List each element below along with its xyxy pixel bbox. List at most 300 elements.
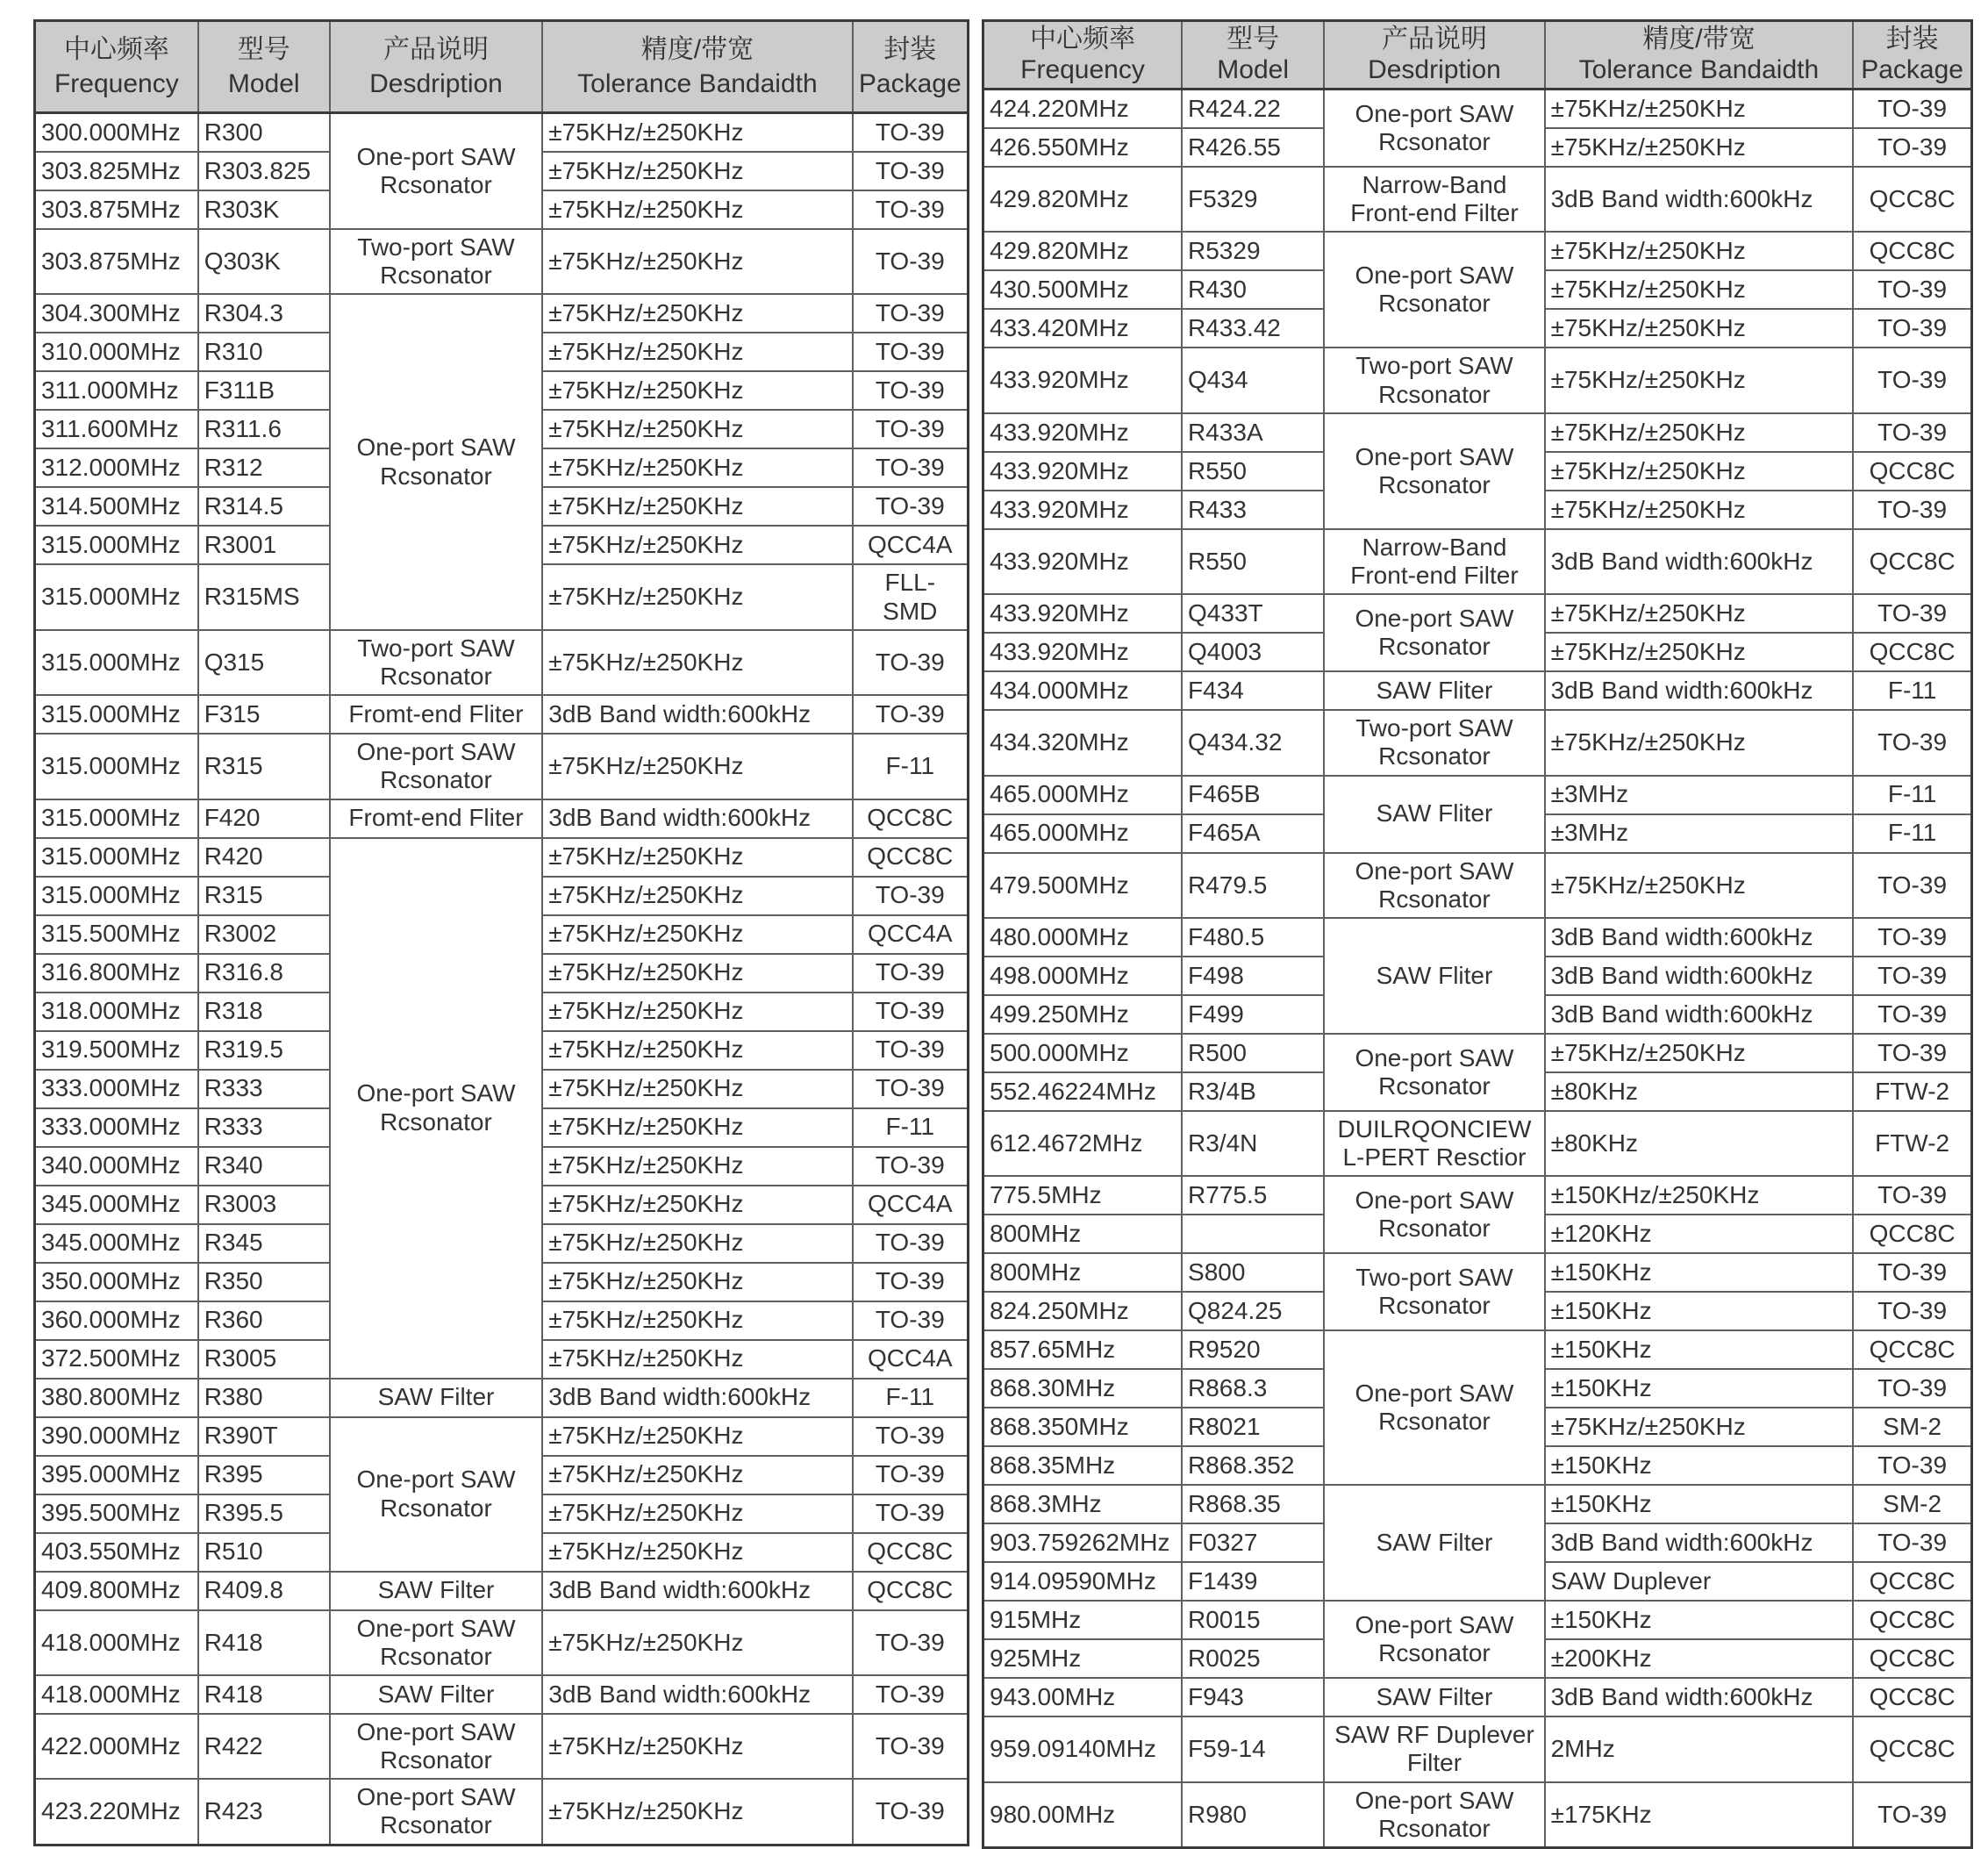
cell-tolerance: ±75KHz/±250KHz — [542, 229, 852, 294]
table-row — [983, 167, 1972, 232]
cell-frequency: 311.600MHz — [35, 410, 198, 448]
cell-tolerance: ±75KHz/±250KHz — [1545, 710, 1854, 775]
cell-model: R333 — [198, 1108, 330, 1147]
cell-frequency: 775.5MHz — [983, 1176, 1183, 1215]
cell-frequency: 403.550MHz — [35, 1533, 198, 1572]
cell-frequency: 423.220MHz — [35, 1779, 198, 1845]
cell-tolerance: ±150KHz/±250KHz — [1545, 1176, 1854, 1215]
cell-tolerance: ±75KHz/±250KHz — [1545, 232, 1854, 270]
cell-tolerance: ±200KHz — [1545, 1639, 1854, 1678]
cell-tolerance: 3dB Band width:600kHz — [542, 695, 852, 734]
col-header-model: 型号 Model — [1182, 21, 1324, 90]
cell-package: TO-39 — [853, 448, 969, 487]
cell-package: QCC8C — [1853, 167, 1971, 232]
cell-model: F434 — [1182, 671, 1324, 710]
header-row — [35, 21, 969, 113]
cell-frequency: 304.300MHz — [35, 294, 198, 333]
cell-tolerance: ±75KHz/±250KHz — [1545, 413, 1854, 452]
table-row — [35, 630, 969, 695]
cell-model: R433A — [1182, 413, 1324, 452]
cell-model: R380 — [198, 1379, 330, 1417]
cell-package: TO-39 — [853, 1417, 969, 1456]
cell-frequency: 868.30MHz — [983, 1369, 1183, 1408]
cell-tolerance: ±80KHz — [1545, 1072, 1854, 1111]
table-row — [983, 1111, 1972, 1176]
cell-tolerance: ±75KHz/±250KHz — [542, 1494, 852, 1533]
cell-model: R0015 — [1182, 1601, 1324, 1639]
table-row — [35, 294, 969, 333]
cell-tolerance: ±75KHz/±250KHz — [542, 113, 852, 153]
cell-frequency: 433.920MHz — [983, 452, 1183, 491]
cell-model: F499 — [1182, 995, 1324, 1034]
cell-package: TO-39 — [1853, 995, 1971, 1034]
table-row — [983, 232, 1972, 270]
col-header-package: 封装 Package — [1853, 21, 1971, 90]
cell-package: TO-39 — [853, 954, 969, 993]
cell-frequency: 315.000MHz — [35, 877, 198, 915]
cell-model: R314.5 — [198, 487, 330, 526]
cell-tolerance: ±75KHz/±250KHz — [542, 993, 852, 1031]
cell-tolerance: ±75KHz/±250KHz — [542, 190, 852, 229]
cell-frequency: 426.550MHz — [983, 128, 1183, 167]
cell-tolerance: 3dB Band width:600kHz — [542, 1675, 852, 1714]
cell-model: R333 — [198, 1070, 330, 1108]
cell-tolerance: ±75KHz/±250KHz — [1545, 452, 1854, 491]
table-row — [983, 776, 1972, 814]
table-row — [983, 1678, 1972, 1716]
cell-tolerance: ±75KHz/±250KHz — [542, 526, 852, 564]
cell-frequency: 395.000MHz — [35, 1456, 198, 1494]
cell-frequency: 824.250MHz — [983, 1292, 1183, 1330]
cell-model: R422 — [198, 1714, 330, 1779]
cell-frequency: 360.000MHz — [35, 1301, 198, 1340]
cell-package: TO-39 — [853, 695, 969, 734]
cell-description: Two-port SAW Rcsonator — [330, 229, 543, 294]
cell-tolerance: ±150KHz — [1545, 1485, 1854, 1523]
cell-description: One-port SAW Rcsonator — [1324, 1782, 1544, 1848]
table-row — [983, 918, 1972, 957]
cell-model: R430 — [1182, 270, 1324, 309]
cell-package: QCC8C — [1853, 452, 1971, 491]
cell-package: TO-39 — [853, 1147, 969, 1186]
cell-tolerance: SAW Duplever — [1545, 1562, 1854, 1601]
cell-description: One-port SAW Rcsonator — [330, 113, 543, 230]
cell-tolerance: ±75KHz/±250KHz — [542, 1610, 852, 1675]
cell-model: R868.3 — [1182, 1369, 1324, 1408]
header-row — [983, 21, 1972, 90]
cell-tolerance: ±75KHz/±250KHz — [542, 448, 852, 487]
cell-tolerance: ±75KHz/±250KHz — [542, 1186, 852, 1224]
cell-frequency: 314.500MHz — [35, 487, 198, 526]
cell-package: QCC8C — [853, 799, 969, 838]
cell-model: Q434 — [1182, 348, 1324, 412]
cell-model: R303.825 — [198, 152, 330, 190]
cell-description: Fromt-end Fliter — [330, 799, 543, 838]
cell-model: Q303K — [198, 229, 330, 294]
cell-tolerance: ±75KHz/±250KHz — [542, 564, 852, 629]
cell-description: One-port SAW Rcsonator — [330, 1714, 543, 1779]
cell-package: TO-39 — [1853, 1446, 1971, 1485]
cell-description: One-port SAW Rcsonator — [1324, 594, 1544, 671]
table-row — [983, 413, 1972, 452]
cell-tolerance: 3dB Band width:600kHz — [542, 1572, 852, 1610]
cell-package: F-11 — [1853, 814, 1971, 853]
cell-tolerance: ±75KHz/±250KHz — [1545, 1034, 1854, 1072]
cell-package: TO-39 — [1853, 128, 1971, 167]
cell-package: TO-39 — [1853, 90, 1971, 129]
cell-model: R3/4B — [1182, 1072, 1324, 1111]
cell-frequency: 311.000MHz — [35, 371, 198, 410]
cell-tolerance: ±75KHz/±250KHz — [542, 1340, 852, 1379]
cell-package: TO-39 — [1853, 348, 1971, 412]
cell-package: QCC4A — [853, 1340, 969, 1379]
table-row — [983, 1716, 1972, 1781]
cell-tolerance: ±150KHz — [1545, 1601, 1854, 1639]
cell-frequency: 465.000MHz — [983, 814, 1183, 853]
cell-model: S800 — [1182, 1253, 1324, 1292]
cell-package: TO-39 — [1853, 1253, 1971, 1292]
cell-package: TO-39 — [853, 1224, 969, 1263]
cell-frequency: 340.000MHz — [35, 1147, 198, 1186]
cell-tolerance: ±175KHz — [1545, 1782, 1854, 1848]
cell-tolerance: ±75KHz/±250KHz — [1545, 128, 1854, 167]
col-header-description: 产品说明 Desdription — [330, 21, 543, 113]
col-header-frequency: 中心频率 Frequency — [983, 21, 1183, 90]
cell-package: TO-39 — [853, 294, 969, 333]
cell-frequency: 315.000MHz — [35, 564, 198, 629]
cell-description: Two-port SAW Rcsonator — [1324, 1253, 1544, 1330]
cell-model: F420 — [198, 799, 330, 838]
cell-package: F-11 — [853, 734, 969, 799]
cell-frequency: 868.350MHz — [983, 1408, 1183, 1446]
cell-model: R433.42 — [1182, 309, 1324, 348]
cell-tolerance: ±75KHz/±250KHz — [1545, 309, 1854, 348]
table-row — [35, 838, 969, 877]
cell-model: R300 — [198, 113, 330, 153]
cell-frequency: 315.000MHz — [35, 526, 198, 564]
cell-package: QCC8C — [1853, 1601, 1971, 1639]
table-row — [983, 710, 1972, 775]
cell-tolerance: 3dB Band width:600kHz — [1545, 918, 1854, 957]
cell-model: R423 — [198, 1779, 330, 1845]
cell-frequency: 316.800MHz — [35, 954, 198, 993]
cell-package: TO-39 — [853, 333, 969, 371]
table-row — [35, 1417, 969, 1456]
cell-model: R409.8 — [198, 1572, 330, 1610]
cell-description: One-port SAW Rcsonator — [1324, 1330, 1544, 1485]
cell-tolerance: ±75KHz/±250KHz — [542, 333, 852, 371]
cell-package: TO-39 — [853, 1263, 969, 1301]
cell-description: SAW RF Duplever Filter — [1324, 1716, 1544, 1781]
col-header-description: 产品说明 Desdription — [1324, 21, 1544, 90]
cell-model: F465A — [1182, 814, 1324, 853]
cell-model: F0327 — [1182, 1523, 1324, 1562]
cell-frequency: 433.920MHz — [983, 413, 1183, 452]
cell-package: FLL-SMD — [853, 564, 969, 629]
cell-description: SAW Filter — [330, 1675, 543, 1714]
cell-model: R395.5 — [198, 1494, 330, 1533]
cell-model: Q824.25 — [1182, 1292, 1324, 1330]
cell-description: SAW Filter — [1324, 1485, 1544, 1601]
cell-frequency: 868.3MHz — [983, 1485, 1183, 1523]
cell-frequency: 612.4672MHz — [983, 1111, 1183, 1176]
cell-tolerance: 3dB Band width:600kHz — [1545, 167, 1854, 232]
cell-package: F-11 — [853, 1379, 969, 1417]
cell-frequency: 315.500MHz — [35, 915, 198, 954]
cell-frequency: 333.000MHz — [35, 1070, 198, 1108]
cell-tolerance: ±120KHz — [1545, 1215, 1854, 1253]
cell-package: FTW-2 — [1853, 1072, 1971, 1111]
cell-package: QCC4A — [853, 1186, 969, 1224]
cell-frequency: 300.000MHz — [35, 113, 198, 153]
saw-products-table-left — [33, 19, 969, 1846]
cell-package: QCC8C — [1853, 633, 1971, 671]
table-row — [35, 1379, 969, 1417]
cell-tolerance: 3dB Band width:600kHz — [1545, 1678, 1854, 1716]
cell-frequency: 315.000MHz — [35, 695, 198, 734]
cell-model: F59-14 — [1182, 1716, 1324, 1781]
cell-tolerance: ±150KHz — [1545, 1446, 1854, 1485]
cell-description: DUILRQONCIEW L-PERT Resctior — [1324, 1111, 1544, 1176]
cell-description: One-port SAW Rcsonator — [1324, 90, 1544, 168]
table-row — [35, 799, 969, 838]
cell-description: SAW Filter — [330, 1572, 543, 1610]
cell-frequency: 350.000MHz — [35, 1263, 198, 1301]
cell-tolerance: ±75KHz/±250KHz — [542, 294, 852, 333]
cell-model: R395 — [198, 1456, 330, 1494]
cell-tolerance: ±75KHz/±250KHz — [1545, 270, 1854, 309]
cell-package: F-11 — [1853, 671, 1971, 710]
cell-frequency: 303.875MHz — [35, 190, 198, 229]
cell-model: R319.5 — [198, 1031, 330, 1070]
cell-frequency: 915MHz — [983, 1601, 1183, 1639]
cell-package: TO-39 — [853, 190, 969, 229]
cell-description: Two-port SAW Rcsonator — [1324, 348, 1544, 412]
cell-frequency: 433.920MHz — [983, 594, 1183, 633]
cell-frequency: 429.820MHz — [983, 232, 1183, 270]
cell-tolerance: ±75KHz/±250KHz — [542, 838, 852, 877]
cell-package: QCC8C — [1853, 1330, 1971, 1369]
cell-package: SM-2 — [1853, 1408, 1971, 1446]
cell-model: Q4003 — [1182, 633, 1324, 671]
cell-model: R775.5 — [1182, 1176, 1324, 1215]
cell-tolerance: 3dB Band width:600kHz — [1545, 957, 1854, 995]
table-row — [983, 90, 1972, 129]
cell-description: One-port SAW Rcsonator — [1324, 1601, 1544, 1678]
cell-model: R316.8 — [198, 954, 330, 993]
cell-model: R479.5 — [1182, 853, 1324, 918]
cell-package: TO-39 — [1853, 710, 1971, 775]
cell-package: QCC8C — [1853, 1215, 1971, 1253]
table-row — [983, 853, 1972, 918]
cell-tolerance: 2MHz — [1545, 1716, 1854, 1781]
cell-model: R350 — [198, 1263, 330, 1301]
cell-model: R433 — [1182, 491, 1324, 529]
cell-tolerance: ±75KHz/±250KHz — [542, 1779, 852, 1845]
cell-package: TO-39 — [853, 1031, 969, 1070]
cell-frequency: 318.000MHz — [35, 993, 198, 1031]
cell-tolerance: ±75KHz/±250KHz — [1545, 1408, 1854, 1446]
cell-frequency: 959.09140MHz — [983, 1716, 1183, 1781]
cell-tolerance: ±75KHz/±250KHz — [1545, 853, 1854, 918]
cell-tolerance: ±75KHz/±250KHz — [542, 487, 852, 526]
cell-tolerance: ±75KHz/±250KHz — [542, 1417, 852, 1456]
cell-frequency: 310.000MHz — [35, 333, 198, 371]
cell-tolerance: ±75KHz/±250KHz — [542, 1147, 852, 1186]
table-row — [983, 1034, 1972, 1072]
cell-frequency: 434.000MHz — [983, 671, 1183, 710]
cell-model: Q434.32 — [1182, 710, 1324, 775]
cell-model: F5329 — [1182, 167, 1324, 232]
cell-package: TO-39 — [853, 1675, 969, 1714]
cell-description: One-port SAW Rcsonator — [330, 1779, 543, 1845]
cell-package: QCC8C — [853, 1533, 969, 1572]
cell-package: TO-39 — [853, 993, 969, 1031]
table-row — [983, 1782, 1972, 1848]
cell-package: QCC8C — [1853, 529, 1971, 594]
cell-model: R0025 — [1182, 1639, 1324, 1678]
cell-package: TO-39 — [853, 877, 969, 915]
cell-model: R304.3 — [198, 294, 330, 333]
saw-products-table-right — [982, 19, 1973, 1849]
cell-model — [1182, 1215, 1324, 1253]
cell-tolerance: ±75KHz/±250KHz — [542, 915, 852, 954]
cell-model: R315 — [198, 877, 330, 915]
cell-frequency: 345.000MHz — [35, 1186, 198, 1224]
table-row — [983, 671, 1972, 710]
cell-model: R500 — [1182, 1034, 1324, 1072]
cell-package: F-11 — [1853, 776, 1971, 814]
cell-frequency: 380.800MHz — [35, 1379, 198, 1417]
cell-package: QCC8C — [853, 838, 969, 877]
cell-model: R418 — [198, 1675, 330, 1714]
cell-model: R318 — [198, 993, 330, 1031]
cell-tolerance: ±3MHz — [1545, 814, 1854, 853]
cell-tolerance: 3dB Band width:600kHz — [542, 799, 852, 838]
cell-package: TO-39 — [1853, 491, 1971, 529]
cell-frequency: 552.46224MHz — [983, 1072, 1183, 1111]
cell-frequency: 980.00MHz — [983, 1782, 1183, 1848]
cell-tolerance: ±75KHz/±250KHz — [542, 1108, 852, 1147]
table-row — [983, 348, 1972, 412]
cell-frequency: 800MHz — [983, 1215, 1183, 1253]
cell-package: QCC4A — [853, 526, 969, 564]
cell-description: SAW Fliter — [1324, 776, 1544, 853]
cell-package: TO-39 — [853, 152, 969, 190]
cell-package: QCC4A — [853, 915, 969, 954]
cell-description: SAW Fliter — [1324, 671, 1544, 710]
cell-description: One-port SAW Rcsonator — [1324, 413, 1544, 529]
table-row — [983, 529, 1972, 594]
table-row — [35, 1714, 969, 1779]
cell-description: SAW Filter — [330, 1379, 543, 1417]
cell-package: TO-39 — [853, 1456, 969, 1494]
col-header-package: 封装 Package — [853, 21, 969, 113]
cell-description: SAW Fliter — [1324, 918, 1544, 1034]
cell-package: SM-2 — [1853, 1485, 1971, 1523]
cell-package: TO-39 — [1853, 1034, 1971, 1072]
table-body — [983, 90, 1972, 1848]
cell-package: TO-39 — [1853, 309, 1971, 348]
cell-description: SAW Filter — [1324, 1678, 1544, 1716]
table-body — [35, 113, 969, 1845]
cell-package: TO-39 — [1853, 1523, 1971, 1562]
table-row — [983, 1176, 1972, 1215]
cell-model: R345 — [198, 1224, 330, 1263]
cell-frequency: 498.000MHz — [983, 957, 1183, 995]
cell-frequency: 479.500MHz — [983, 853, 1183, 918]
cell-frequency: 433.920MHz — [983, 348, 1183, 412]
cell-model: F1439 — [1182, 1562, 1324, 1601]
cell-tolerance: ±3MHz — [1545, 776, 1854, 814]
cell-package: TO-39 — [1853, 1176, 1971, 1215]
cell-description: Narrow-Band Front-end Filter — [1324, 529, 1544, 594]
cell-tolerance: 3dB Band width:600kHz — [1545, 1523, 1854, 1562]
cell-tolerance: ±150KHz — [1545, 1253, 1854, 1292]
cell-frequency: 418.000MHz — [35, 1610, 198, 1675]
cell-frequency: 409.800MHz — [35, 1572, 198, 1610]
cell-tolerance: ±75KHz/±250KHz — [542, 371, 852, 410]
cell-package: TO-39 — [853, 630, 969, 695]
cell-package: QCC8C — [1853, 1639, 1971, 1678]
cell-model: R5329 — [1182, 232, 1324, 270]
table-row — [983, 594, 1972, 633]
cell-package: QCC8C — [1853, 1678, 1971, 1716]
cell-package: TO-39 — [853, 487, 969, 526]
cell-frequency: 465.000MHz — [983, 776, 1183, 814]
cell-description: Two-port SAW Rcsonator — [1324, 710, 1544, 775]
cell-model: R303K — [198, 190, 330, 229]
cell-description: Narrow-Band Front-end Filter — [1324, 167, 1544, 232]
cell-package: TO-39 — [853, 1779, 969, 1845]
table-row — [983, 1485, 1972, 1523]
table-row — [35, 1610, 969, 1675]
cell-package: TO-39 — [1853, 957, 1971, 995]
cell-frequency: 395.500MHz — [35, 1494, 198, 1533]
cell-model: R3003 — [198, 1186, 330, 1224]
cell-model: Q433T — [1182, 594, 1324, 633]
cell-frequency: 914.09590MHz — [983, 1562, 1183, 1601]
cell-frequency: 422.000MHz — [35, 1714, 198, 1779]
cell-tolerance: ±75KHz/±250KHz — [542, 877, 852, 915]
cell-tolerance: ±75KHz/±250KHz — [542, 410, 852, 448]
cell-package: FTW-2 — [1853, 1111, 1971, 1176]
cell-model: R3005 — [198, 1340, 330, 1379]
cell-frequency: 429.820MHz — [983, 167, 1183, 232]
cell-package: TO-39 — [1853, 918, 1971, 957]
cell-model: F315 — [198, 695, 330, 734]
cell-model: R310 — [198, 333, 330, 371]
cell-description: One-port SAW Rcsonator — [1324, 1176, 1544, 1253]
cell-model: R9520 — [1182, 1330, 1324, 1369]
cell-model: R390T — [198, 1417, 330, 1456]
cell-model: R980 — [1182, 1782, 1324, 1848]
cell-package: TO-39 — [1853, 1782, 1971, 1848]
cell-frequency: 925MHz — [983, 1639, 1183, 1678]
cell-model: R3001 — [198, 526, 330, 564]
cell-tolerance: ±75KHz/±250KHz — [542, 1533, 852, 1572]
col-header-model: 型号 Model — [198, 21, 330, 113]
cell-package: TO-39 — [853, 229, 969, 294]
cell-model: R315MS — [198, 564, 330, 629]
cell-model: R3002 — [198, 915, 330, 954]
cell-tolerance: ±80KHz — [1545, 1111, 1854, 1176]
cell-frequency: 315.000MHz — [35, 838, 198, 877]
cell-tolerance: ±75KHz/±250KHz — [1545, 90, 1854, 129]
cell-model: F465B — [1182, 776, 1324, 814]
cell-description: One-port SAW Rcsonator — [330, 1610, 543, 1675]
cell-package: QCC8C — [853, 1572, 969, 1610]
